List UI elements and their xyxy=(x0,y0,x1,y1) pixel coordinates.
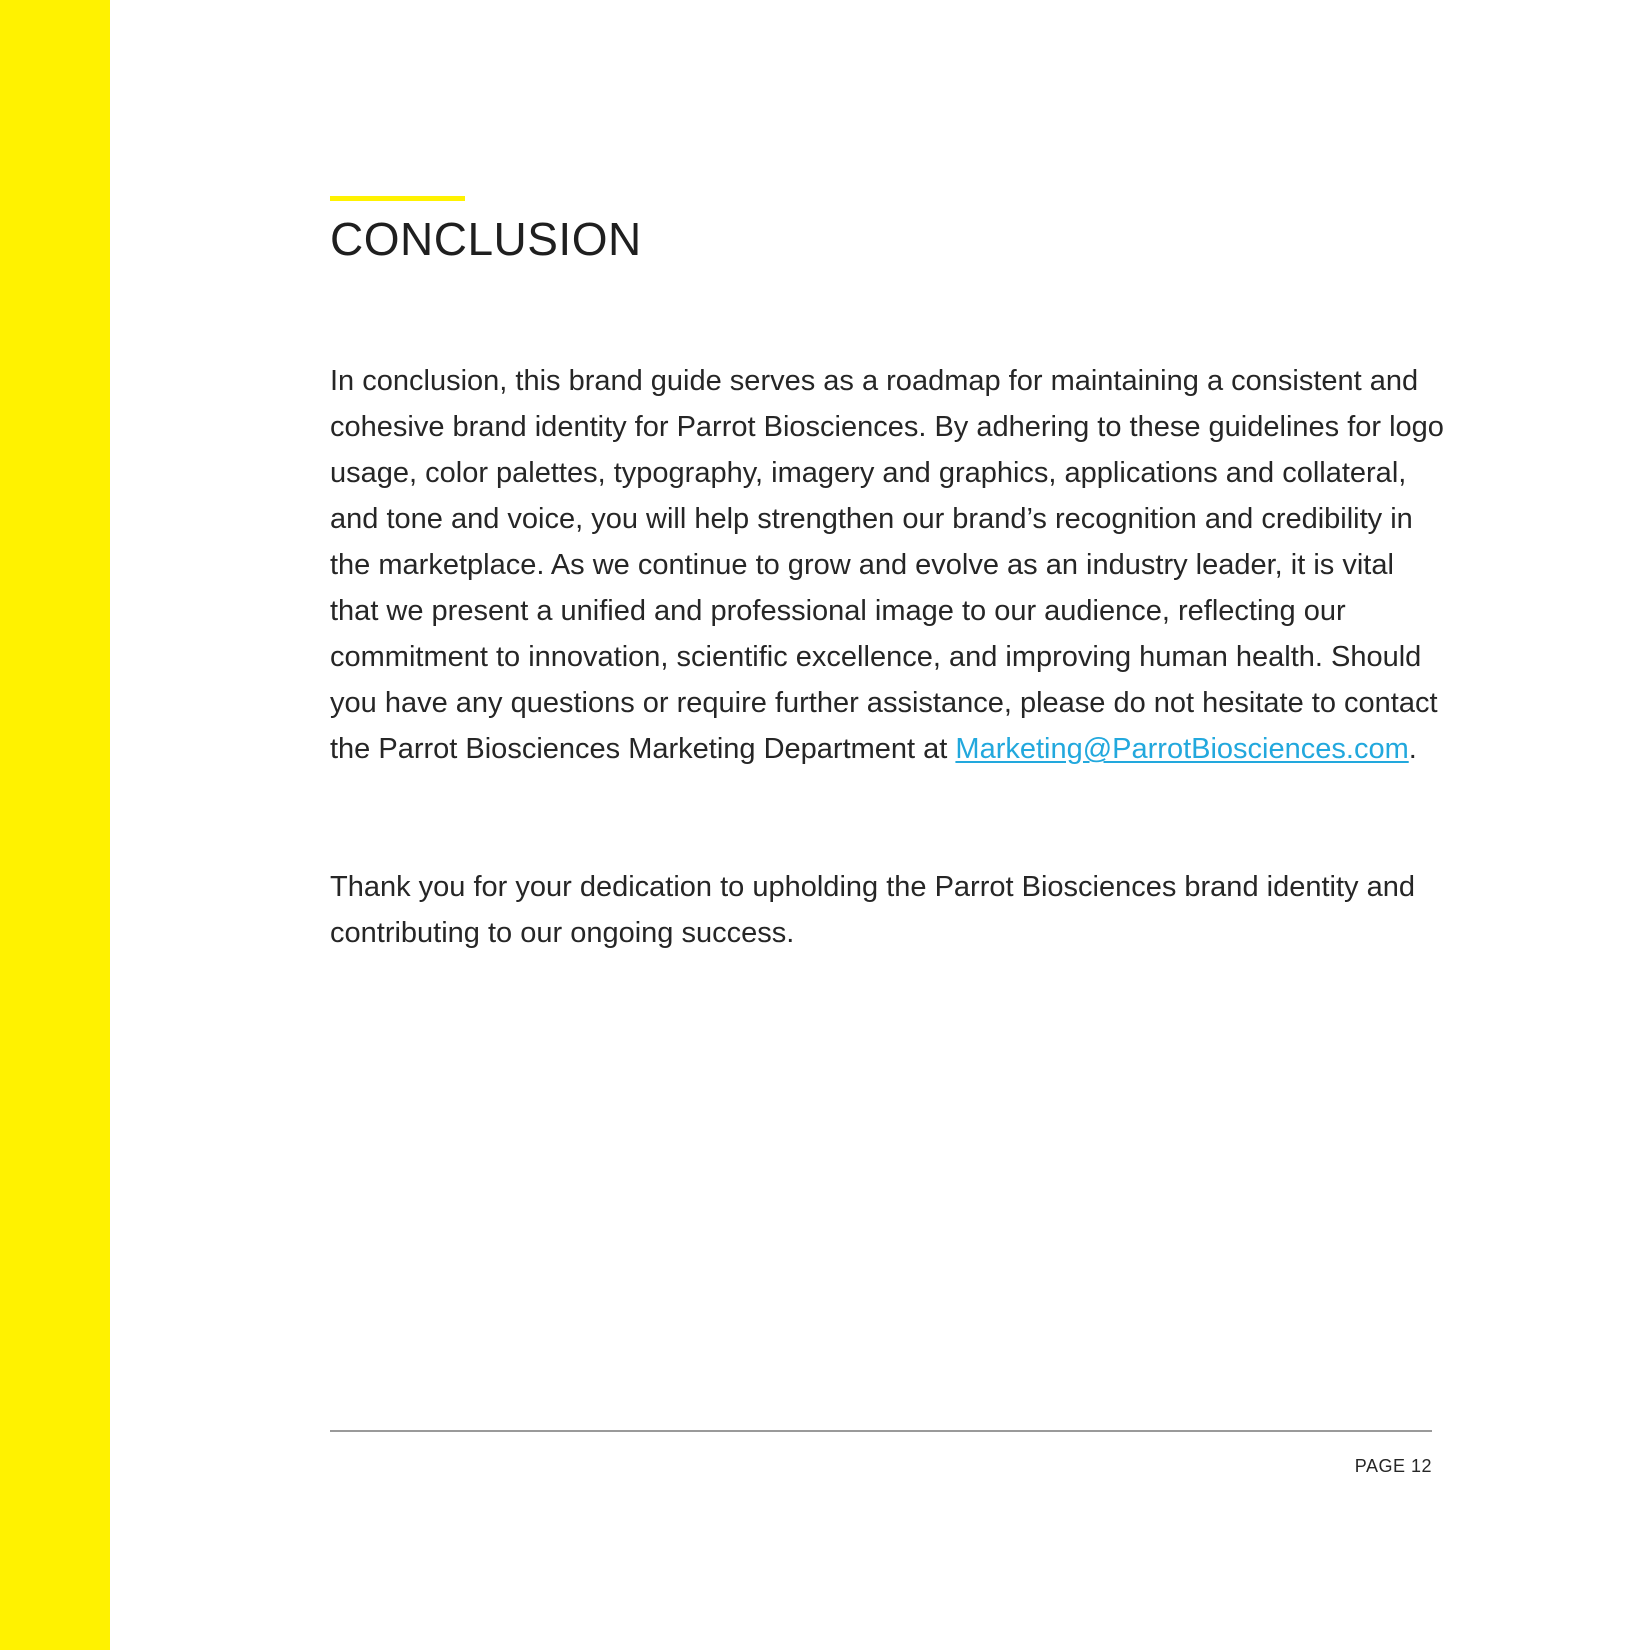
page-title: CONCLUSION xyxy=(330,213,642,265)
thank-you-paragraph: Thank you for your dedication to upholding the Parrot Biosciences brand identity and contributing to our ongoing success. xyxy=(330,871,1415,949)
paragraph-end-punctuation: . xyxy=(1408,733,1417,765)
conclusion-paragraph xyxy=(330,358,1445,772)
page-number: PAGE 12 xyxy=(1354,1456,1432,1476)
heading-accent-rule xyxy=(330,196,465,201)
footer-divider xyxy=(330,1430,1432,1432)
yellow-side-band xyxy=(0,0,110,1650)
marketing-email-link[interactable]: Marketing@ParrotBiosciences.com xyxy=(955,733,1409,765)
conclusion-paragraph-text: In conclusion, this brand guide serves as a roadmap for maintaining a consistent and cohesive brand identity for Parrot Biosciences. By adhering to these guidelines for logo usage, color palettes, typography, imagery and graphics, applications and collateral, and tone and voice, you will help strengthen our brand’s recognition and credibility in the marketplace. As we continue to grow and evolve as an industry leader, it is vital that we present a unified and professional image to our audience, reflecting our commitment to innovation, scientific excellence, and improving human health. Should you have any questions or require further assistance, please do not hesitate to contact the Parrot Biosciences Marketing Department at xyxy=(330,365,1444,765)
